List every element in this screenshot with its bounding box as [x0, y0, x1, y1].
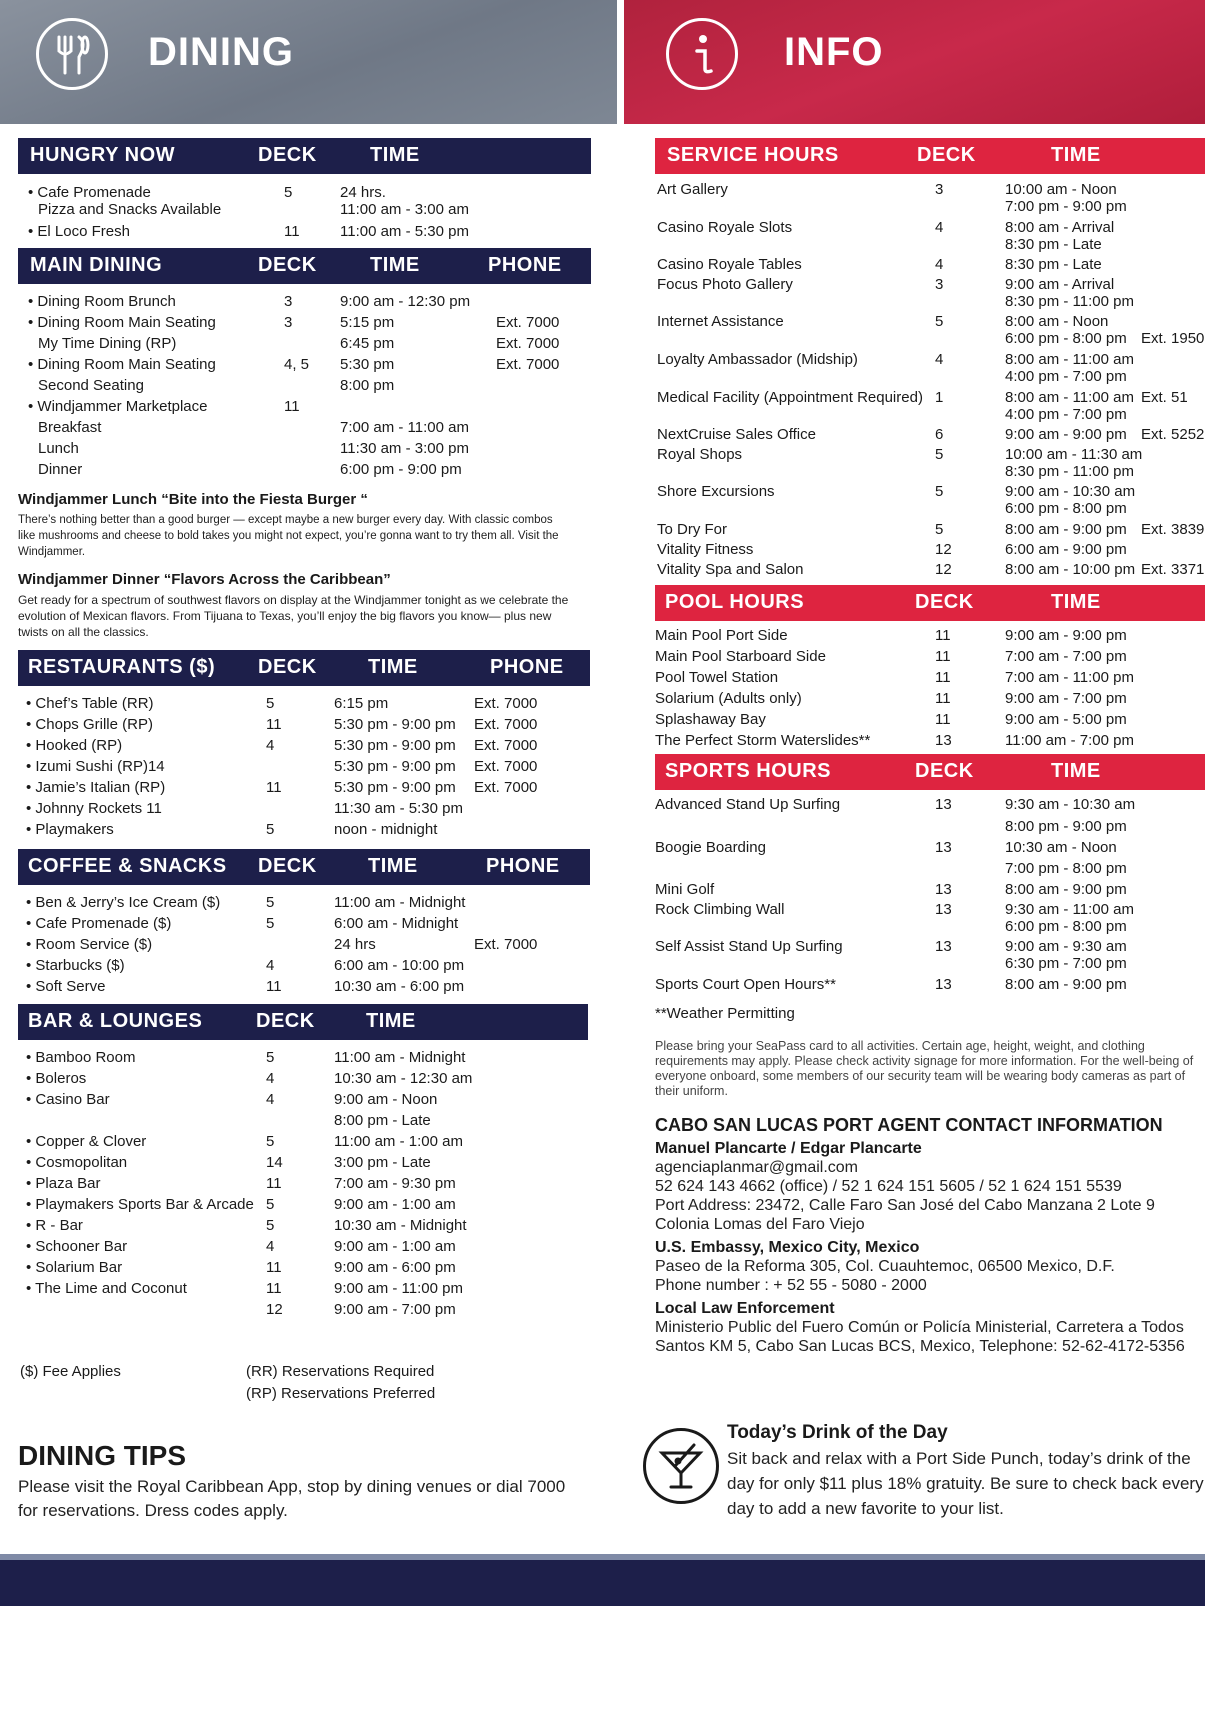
embassy-address: Paseo de la Reforma 305, Col. Cuauhtemoc, 06500 Mexico, D.F.	[655, 1258, 1115, 1275]
venue-name: • Jamie’s Italian (RP)	[26, 778, 165, 797]
law-text-1: Ministerio Public del Fuero Común or Policía Ministerial, Carretera a Todos	[655, 1319, 1184, 1336]
venue-name: • Cosmopolitan	[26, 1153, 127, 1172]
service-name: Art Gallery	[657, 181, 728, 198]
venue-name: Pizza and Snacks Available	[38, 201, 222, 218]
phone-heading: PHONE	[488, 254, 562, 276]
port-agent-email: agenciaplanmar@gmail.com	[655, 1159, 858, 1176]
pool-name: Main Pool Port Side	[655, 627, 788, 644]
time-heading: TIME	[370, 144, 420, 166]
ext-value: Ext. 5252	[1141, 426, 1205, 443]
deck-value: 6	[935, 426, 944, 443]
time-value: 9:00 am - 5:00 pm	[1005, 711, 1127, 728]
drink-line-1: Sit back and relax with a Port Side Punch, today’s drink of the	[727, 1449, 1191, 1468]
deck-value: 11	[935, 648, 951, 665]
rr-legend: (RR) Reservations Required	[246, 1363, 435, 1380]
time-value: 4:00 pm - 7:00 pm	[1005, 406, 1127, 423]
venue-name: • Soft Serve	[26, 977, 105, 996]
bars-title: BAR & LOUNGES	[28, 1010, 203, 1032]
time-value: 8:30 pm - Late	[1005, 236, 1102, 253]
phone-value: Ext. 7000	[496, 314, 560, 331]
deck-value: 5	[266, 1049, 275, 1066]
deck-value: 5	[266, 915, 275, 932]
sport-name: Self Assist Stand Up Surfing	[655, 938, 843, 955]
ext-value: Ext. 3839	[1141, 521, 1205, 538]
time-value: 11:00 am - 3:00 am	[340, 201, 469, 218]
time-value: 9:00 am - 9:00 pm	[1005, 426, 1127, 443]
law-text-2: Santos KM 5, Cabo San Lucas BCS, Mexico, Telephone: 52-62-4172-5356	[655, 1338, 1185, 1355]
deck-value: 5	[284, 184, 293, 201]
service-name: Royal Shops	[657, 446, 743, 463]
time-value: 6:00 am - 9:00 pm	[1005, 541, 1127, 558]
time-value: 7:00 am - 7:00 pm	[1005, 648, 1127, 665]
time-value: 9:00 am - 1:00 am	[334, 1238, 456, 1255]
time-value: 5:30 pm	[340, 356, 395, 373]
pool-hours-header	[655, 585, 1205, 621]
restaurants-title: RESTAURANTS ($)	[28, 656, 216, 678]
time-value: 8:00 am - 9:00 pm	[1005, 976, 1127, 993]
ext-value: Ext. 3371	[1141, 561, 1205, 578]
dining-column	[18, 0, 593, 1560]
deck-heading: DECK	[258, 144, 317, 166]
info-title: INFO	[784, 30, 884, 74]
venue-name: • R - Bar	[26, 1216, 83, 1235]
bars-header	[18, 1004, 588, 1040]
service-name: Vitality Fitness	[657, 541, 754, 558]
venue-name: • Schooner Bar	[26, 1237, 127, 1256]
time-heading: TIME	[1051, 591, 1101, 613]
phone-value: Ext. 7000	[496, 335, 560, 352]
deck-value: 11	[935, 669, 951, 686]
service-name: Internet Assistance	[657, 313, 784, 330]
time-value: 8:00 am - 11:00 am	[1005, 351, 1134, 368]
time-heading: TIME	[366, 1010, 416, 1032]
port-agent-names: Manuel Plancarte / Edgar Plancarte	[655, 1140, 922, 1157]
time-value: 6:45 pm	[340, 335, 395, 352]
coffee-header	[18, 849, 590, 885]
time-value: 9:00 am - 6:00 pm	[334, 1259, 456, 1276]
service-name: Loyalty Ambassador (Midship)	[657, 351, 858, 368]
service-name: To Dry For	[657, 521, 728, 538]
deck-value: 12	[935, 561, 952, 578]
deck-value: 1	[935, 389, 944, 406]
main-dining-title: MAIN DINING	[30, 254, 163, 276]
time-value: 5:30 pm - 9:00 pm	[334, 716, 456, 733]
time-value: 8:00 pm	[340, 377, 395, 394]
time-heading: TIME	[370, 254, 420, 276]
ext-value: Ext. 1950	[1141, 330, 1205, 347]
deck-value: 13	[935, 881, 952, 898]
deck-value: 4	[935, 219, 944, 236]
service-name: Casino Royale Slots	[657, 219, 793, 236]
time-value: 6:00 pm - 8:00 pm	[1005, 918, 1127, 935]
windjammer-dinner-text: Get ready for a spectrum of southwest flavors on display at the Windjammer tonight as we celebrate the evolution of Mexican flavors. From Tijuana to Texas, you’ll enjoy the big flavors you know— plus new twists on all the classics.	[18, 593, 569, 639]
deck-value: 11	[284, 223, 300, 240]
embassy-phone: Phone number : + 52 55 - 5080 - 2000	[655, 1277, 927, 1294]
time-value: 8:00 am - Arrival	[1005, 219, 1115, 236]
time-value: 6:30 pm - 7:00 pm	[1005, 955, 1127, 972]
time-value: 9:00 am - 11:00 pm	[334, 1280, 463, 1297]
phone-value: Ext. 7000	[496, 356, 560, 373]
time-value: 8:30 pm - 11:00 pm	[1005, 293, 1134, 310]
time-value: 7:00 pm - 9:00 pm	[1005, 198, 1127, 215]
deck-value: 13	[935, 901, 952, 918]
time-value: 7:00 pm - 8:00 pm	[1005, 860, 1127, 877]
phone-value: Ext. 7000	[474, 758, 538, 775]
deck-value: 5	[266, 1217, 275, 1234]
time-value: 8:00 pm - 9:00 pm	[1005, 818, 1127, 835]
info-column	[655, 0, 1205, 1560]
fee-legend: ($) Fee Applies	[20, 1363, 121, 1380]
time-value: 8:00 am - 10:00 pm	[1005, 561, 1136, 578]
time-value: 24 hrs	[334, 936, 376, 953]
deck-heading: DECK	[915, 760, 974, 782]
time-value: 8:30 pm - Late	[1005, 256, 1102, 273]
sport-name: Boogie Boarding	[655, 839, 766, 856]
time-value: 11:00 am - 7:00 pm	[1005, 732, 1134, 749]
venue-name: My Time Dining (RP)	[38, 335, 177, 352]
deck-value: 11	[935, 627, 951, 644]
time-value: 6:15 pm	[334, 695, 389, 712]
service-hours-title: SERVICE HOURS	[667, 144, 839, 166]
time-value: 7:00 am - 9:30 pm	[334, 1175, 456, 1192]
windjammer-dinner-title: Windjammer Dinner “Flavors Across the Caribbean”	[18, 571, 391, 588]
time-value: 9:00 am - Noon	[334, 1091, 438, 1108]
deck-value: 5	[266, 821, 275, 838]
venue-name: • Cafe Promenade	[28, 183, 151, 202]
time-value: 8:00 pm - Late	[334, 1112, 431, 1129]
sport-name: Sports Court Open Hours**	[655, 976, 836, 993]
deck-heading: DECK	[256, 1010, 315, 1032]
dining-title: DINING	[148, 30, 294, 74]
time-value: 7:00 am - 11:00 pm	[1005, 669, 1134, 686]
time-value: 9:30 am - 11:00 am	[1005, 901, 1134, 918]
time-value: 3:00 pm - Late	[334, 1154, 431, 1171]
seapass-note: Please bring your SeaPass card to all activities. Certain age, height, weight, and clothing requirements may apply. Please check activity signage for more information. For the well-being of everyone onboard, some members of our security team will be wearing body cameras as part of their uniform.	[655, 1039, 1194, 1098]
service-name: Vitality Spa and Salon	[657, 561, 804, 578]
deck-value: 13	[935, 938, 952, 955]
phone-value: Ext. 7000	[474, 779, 538, 796]
time-value: 10:00 am - 11:30 am	[1005, 446, 1143, 463]
deck-value: 4	[935, 351, 944, 368]
time-value: 8:00 am - Noon	[1005, 313, 1109, 330]
time-value: 9:00 am - 12:30 pm	[340, 293, 471, 310]
time-value: 5:15 pm	[340, 314, 395, 331]
deck-heading: DECK	[258, 656, 317, 678]
venue-name: • The Lime and Coconut	[26, 1279, 187, 1298]
weather-note-text: **Weather Permitting	[655, 1005, 795, 1022]
deck-value: 11	[266, 779, 282, 796]
venue-name: • El Loco Fresh	[28, 222, 130, 241]
deck-value: 11	[284, 398, 300, 415]
venue-name: • Starbucks ($)	[26, 956, 125, 975]
martini-icon	[643, 1428, 719, 1504]
venue-name: • Playmakers Sports Bar & Arcade	[26, 1195, 254, 1214]
deck-value: 4	[266, 737, 275, 754]
time-value: 8:00 am - 9:00 pm	[1005, 521, 1127, 538]
venue-name: Breakfast	[38, 419, 102, 436]
deck-value: 5	[935, 446, 944, 463]
venue-name: • Izumi Sushi (RP)14	[26, 757, 165, 776]
pool-name: Main Pool Starboard Side	[655, 648, 826, 665]
deck-heading: DECK	[915, 591, 974, 613]
venue-name: • Chef’s Table (RR)	[26, 694, 154, 713]
service-name: Shore Excursions	[657, 483, 775, 500]
time-value: 10:00 am - Noon	[1005, 181, 1117, 198]
venue-name: • Dining Room Main Seating	[28, 313, 216, 332]
pool-name: Splashaway Bay	[655, 711, 766, 728]
pool-hours-title: POOL HOURS	[665, 591, 805, 613]
time-value: 24 hrs.	[340, 184, 386, 201]
deck-value: 3	[284, 293, 293, 310]
time-heading: TIME	[368, 656, 418, 678]
time-value: 11:30 am - 3:00 pm	[340, 440, 469, 457]
time-value: 10:30 am - 6:00 pm	[334, 978, 465, 995]
drink-line-3: day to add a new favorite to your list.	[727, 1499, 1004, 1518]
venue-name: • Hooked (RP)	[26, 736, 122, 755]
pool-name: The Perfect Storm Waterslides**	[655, 732, 871, 749]
windjammer-lunch-text: There’s nothing better than a good burger — except maybe a new burger every day. With classic combos like mushrooms and cheese to bold takes you might not expect, you’re gonna want to try them all. Visit the Windjammer.	[18, 514, 559, 558]
hungry-now-header	[18, 138, 591, 174]
time-value: 9:00 am - 7:00 pm	[1005, 690, 1127, 707]
time-value: 7:00 am - 11:00 am	[340, 419, 469, 436]
deck-heading: DECK	[258, 855, 317, 877]
venue-name: • Chops Grille (RP)	[26, 715, 153, 734]
time-value: 8:00 am - 9:00 pm	[1005, 881, 1127, 898]
deck-value: 4	[266, 1238, 275, 1255]
time-value: noon - midnight	[334, 821, 438, 838]
time-value: 11:00 am - 1:00 am	[334, 1133, 463, 1150]
drink-line-2: day for only $11 plus 18% gratuity. Be sure to check back every	[727, 1474, 1204, 1493]
time-heading: TIME	[1051, 760, 1101, 782]
phone-heading: PHONE	[486, 855, 560, 877]
service-hours-header	[655, 138, 1205, 174]
phone-value: Ext. 7000	[474, 936, 538, 953]
sports-hours-header	[655, 754, 1205, 790]
deck-value: 3	[935, 276, 944, 293]
service-name: NextCruise Sales Office	[657, 426, 816, 443]
venue-name: • Cafe Promenade ($)	[26, 914, 171, 933]
phone-value: Ext. 7000	[474, 737, 538, 754]
time-value: 9:00 am - Arrival	[1005, 276, 1115, 293]
phone-heading: PHONE	[490, 656, 564, 678]
deck-value: 5	[935, 313, 944, 330]
service-name: Casino Royale Tables	[657, 256, 802, 273]
deck-value: 14	[266, 1154, 283, 1171]
time-value: 6:00 pm - 8:00 pm	[1005, 500, 1127, 517]
deck-value: 4	[266, 957, 275, 974]
service-name: Focus Photo Gallery	[657, 276, 793, 293]
port-address-2: Colonia Lomas del Faro Viejo	[655, 1216, 865, 1233]
deck-value: 5	[935, 521, 944, 538]
time-value: 10:30 am - 12:30 am	[334, 1070, 473, 1087]
deck-value: 11	[266, 1175, 282, 1192]
service-name: Medical Facility (Appointment Required)	[657, 389, 923, 406]
port-agent-phones: 52 624 143 4662 (office) / 52 1 624 151 5605 / 52 1 624 151 5539	[655, 1178, 1122, 1195]
time-value: 10:30 am - Noon	[1005, 839, 1117, 856]
deck-value: 5	[266, 1196, 275, 1213]
deck-value: 12	[266, 1301, 283, 1318]
time-value: 11:30 am - 5:30 pm	[334, 800, 463, 817]
deck-value: 13	[935, 976, 952, 993]
deck-value: 11	[935, 711, 951, 728]
venue-name: • Casino Bar	[26, 1090, 110, 1109]
venue-name: • Copper & Clover	[26, 1132, 146, 1151]
time-heading: TIME	[1051, 144, 1101, 166]
time-value: 10:30 am - Midnight	[334, 1217, 467, 1234]
port-agent-title: CABO SAN LUCAS PORT AGENT CONTACT INFORMATION	[655, 1115, 1163, 1135]
windjammer-lunch-title: Windjammer Lunch “Bite into the Fiesta Burger “	[18, 491, 368, 508]
pool-name: Solarium (Adults only)	[655, 690, 802, 707]
time-value: 9:30 am - 10:30 am	[1005, 796, 1136, 813]
restaurants-header	[18, 650, 590, 686]
venue-name: • Windjammer Marketplace	[28, 397, 207, 416]
deck-value: 13	[935, 839, 952, 856]
time-value: 4:00 pm - 7:00 pm	[1005, 368, 1127, 385]
deck-value: 5	[266, 894, 275, 911]
time-value: 6:00 pm - 9:00 pm	[340, 461, 462, 478]
deck-value: 5	[266, 1133, 275, 1150]
deck-value: 11	[266, 1280, 282, 1297]
phone-value: Ext. 7000	[474, 695, 538, 712]
venue-name: • Bamboo Room	[26, 1048, 135, 1067]
time-heading: TIME	[368, 855, 418, 877]
venue-name: • Johnny Rockets 11	[26, 799, 162, 818]
venue-name: • Boleros	[26, 1069, 86, 1088]
port-address-1: Port Address: 23472, Calle Faro San José del Cabo Manzana 2 Lote 9	[655, 1197, 1155, 1214]
venue-name: Lunch	[38, 440, 79, 457]
deck-value: 11	[266, 1259, 282, 1276]
sports-hours-title: SPORTS HOURS	[665, 760, 832, 782]
venue-name: • Dining Room Main Seating	[28, 355, 216, 374]
drink-title: Today’s Drink of the Day	[727, 1422, 948, 1443]
deck-value: 4	[266, 1091, 275, 1108]
deck-value: 4	[935, 256, 944, 273]
venue-name: Dinner	[38, 461, 83, 478]
venue-name: • Playmakers	[26, 820, 114, 839]
law-title: Local Law Enforcement	[655, 1300, 835, 1317]
deck-value: 4, 5	[284, 356, 310, 373]
deck-value: 12	[935, 541, 952, 558]
time-value: 11:00 am - 5:30 pm	[340, 223, 469, 240]
time-value: 9:00 am - 1:00 am	[334, 1196, 456, 1213]
coffee-title: COFFEE & SNACKS	[28, 855, 227, 877]
hungry-now-title: HUNGRY NOW	[30, 144, 175, 166]
deck-value: 5	[266, 695, 275, 712]
venue-name: • Plaza Bar	[26, 1174, 100, 1193]
time-value: 11:00 am - Midnight	[334, 894, 466, 911]
deck-value: 3	[935, 181, 944, 198]
time-value: 9:00 am - 7:00 pm	[334, 1301, 456, 1318]
time-value: 9:00 am - 9:00 pm	[1005, 627, 1127, 644]
deck-heading: DECK	[258, 254, 317, 276]
time-value: 9:00 am - 10:30 am	[1005, 483, 1136, 500]
time-value: 8:00 am - 11:00 am	[1005, 389, 1134, 406]
venue-name: • Dining Room Brunch	[28, 292, 176, 311]
phone-value: Ext. 7000	[474, 716, 538, 733]
deck-value: 4	[266, 1070, 275, 1087]
time-value: 5:30 pm - 9:00 pm	[334, 758, 456, 775]
ext-value: Ext. 51	[1141, 389, 1188, 406]
dining-tips-title: DINING TIPS	[18, 1440, 187, 1471]
deck-value: 11	[266, 716, 282, 733]
rp-legend: (RP) Reservations Preferred	[246, 1385, 436, 1402]
sport-name: Mini Golf	[655, 881, 715, 898]
time-value: 6:00 am - 10:00 pm	[334, 957, 465, 974]
sport-name: Advanced Stand Up Surfing	[655, 796, 841, 813]
time-value: 8:30 pm - 11:00 pm	[1005, 463, 1134, 480]
sport-name: Rock Climbing Wall	[655, 901, 785, 918]
time-value: 5:30 pm - 9:00 pm	[334, 737, 456, 754]
footer-band	[0, 1560, 1205, 1606]
time-value: 11:00 am - Midnight	[334, 1049, 466, 1066]
time-value: 6:00 pm - 8:00 pm	[1005, 330, 1127, 347]
time-value: 5:30 pm - 9:00 pm	[334, 779, 456, 796]
main-dining-header	[18, 248, 591, 284]
venue-name: • Room Service ($)	[26, 935, 152, 954]
deck-value: 11	[935, 690, 951, 707]
deck-value: 5	[935, 483, 944, 500]
dining-tips-text: Please visit the Royal Caribbean App, stop by dining venues or dial 7000 for reservations. Dress codes apply.	[18, 1477, 566, 1520]
deck-value: 13	[935, 796, 952, 813]
time-value: 9:00 am - 9:30 am	[1005, 938, 1127, 955]
deck-value: 13	[935, 732, 952, 749]
deck-value: 3	[284, 314, 293, 331]
venue-name: • Ben & Jerry’s Ice Cream ($)	[26, 893, 220, 912]
embassy-title: U.S. Embassy, Mexico City, Mexico	[655, 1239, 920, 1256]
venue-name: Second Seating	[38, 377, 144, 394]
deck-heading: DECK	[917, 144, 976, 166]
venue-name: • Solarium Bar	[26, 1258, 122, 1277]
time-value: 6:00 am - Midnight	[334, 915, 459, 932]
deck-value: 11	[266, 978, 282, 995]
pool-name: Pool Towel Station	[655, 669, 779, 686]
